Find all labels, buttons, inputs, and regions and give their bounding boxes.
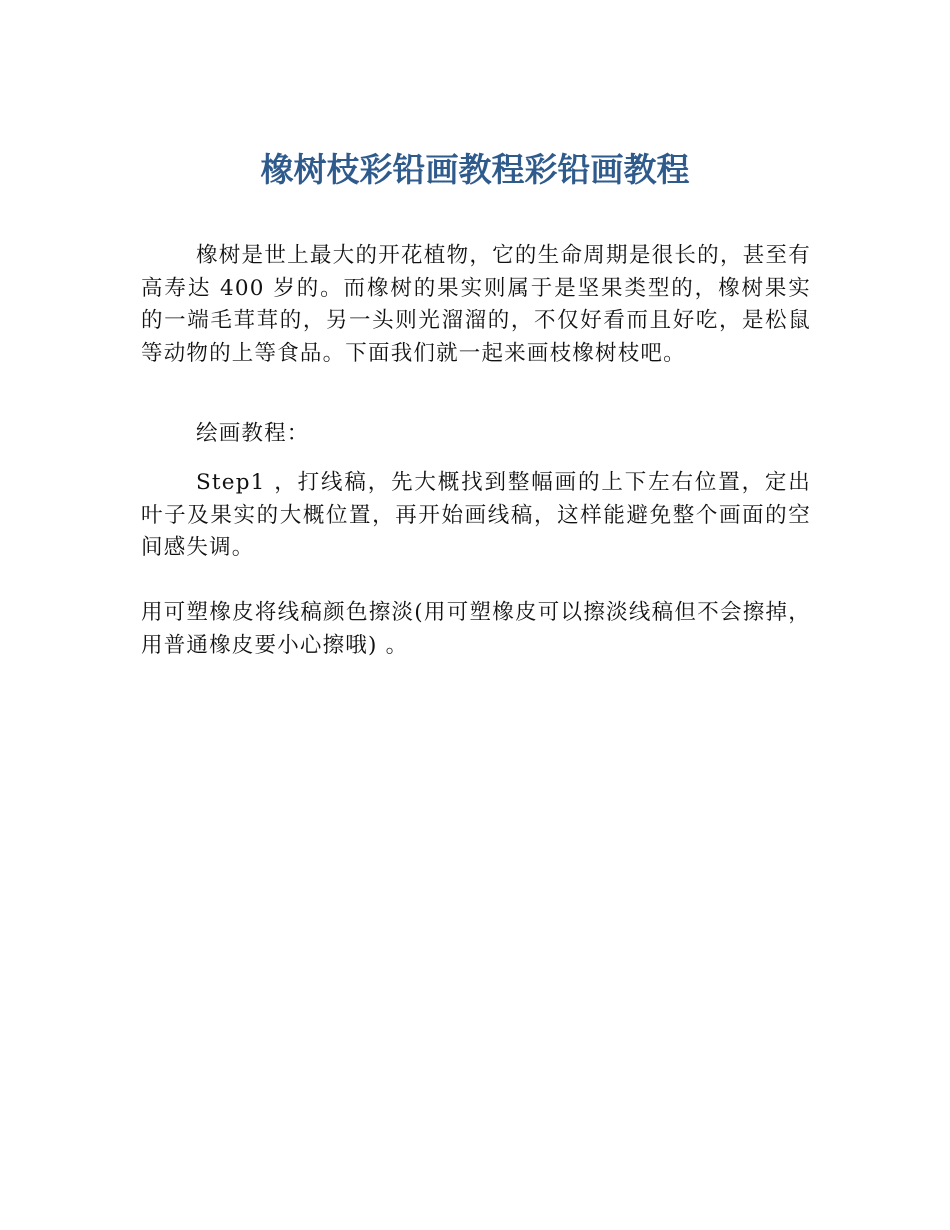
paragraph-eraser: 用可塑橡皮将线稿颜色擦淡(用可塑橡皮可以擦淡线稿但不会擦掉，用普通橡皮要小心擦哦) 。	[141, 600, 811, 658]
document-title: 橡树枝彩铅画教程彩铅画教程	[260, 150, 690, 189]
paragraph-step1: Step1 ，打线稿，先大概找到整幅画的上下左右位置，定出叶子及果实的大概位置，再开始画线稿，这样能避免整个画面的空间感失调。	[141, 470, 811, 560]
paragraph-intro: 橡树是世上最大的开花植物，它的生命周期是很长的，甚至有高寿达 400 岁的。而橡树的果实则属于是坚果类型的，橡树果实的一端毛茸茸的，另一头则光溜溜的，不仅好看而且好吃，是松鼠等动物的上等食品。下面我们就一起来画枝橡树枝吧。	[141, 243, 811, 366]
paragraph-tutorial-heading: 绘画教程：	[196, 421, 310, 446]
